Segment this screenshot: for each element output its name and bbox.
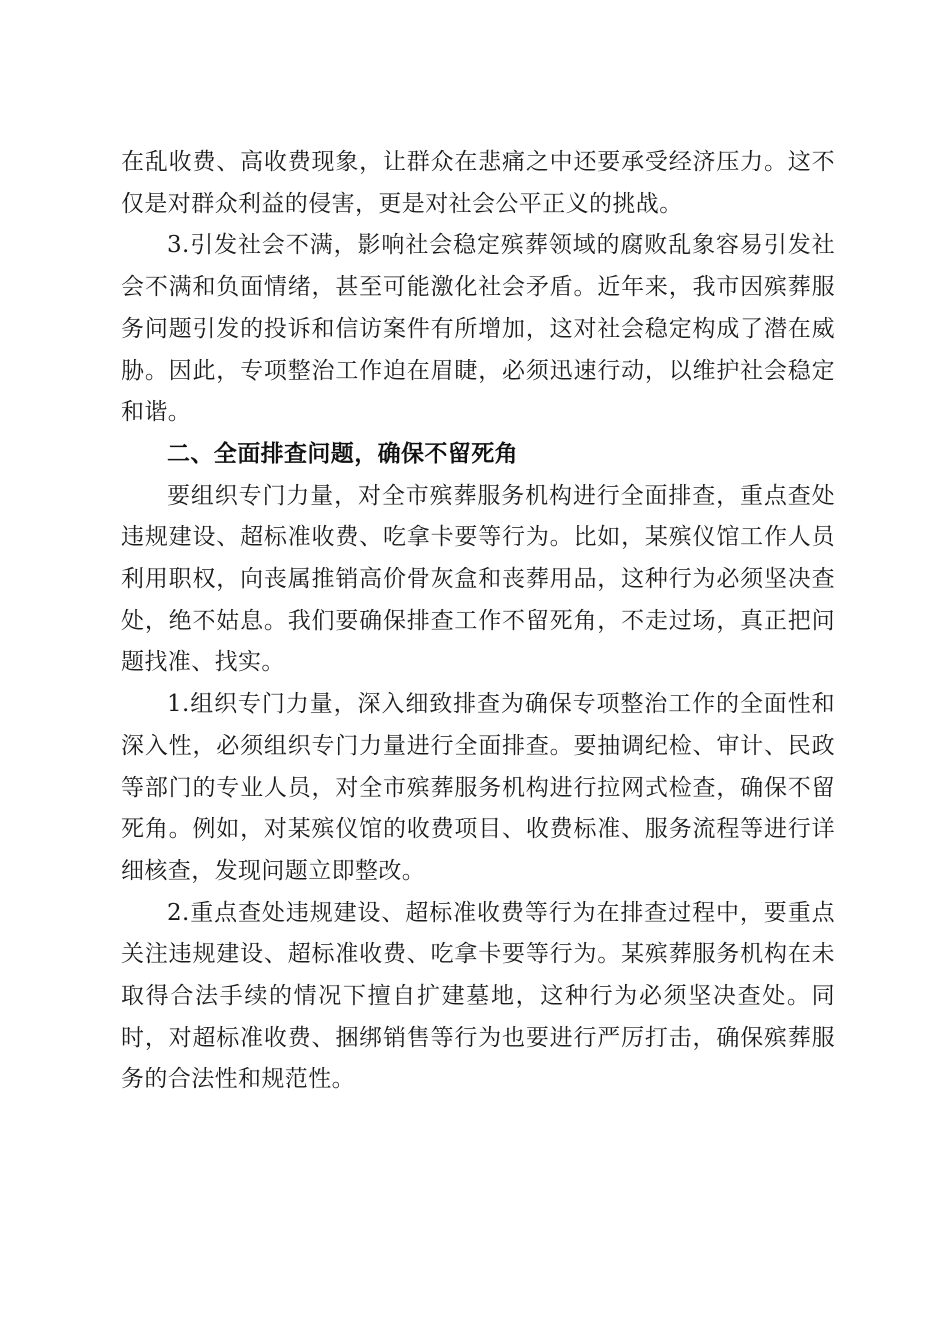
document-body xyxy=(121,142,835,1101)
paragraph-item-1: 1.组织专门力量，深入细致排查为确保专项整治工作的全面性和深入性，必须组织专门力量进行全面排查。要抽调纪检、审计、民政等部门的专业人员，对全市殡葬服务机构进行拉网式检查，确保不留死角。例如，对某殡仪馆的收费项目、收费标准、服务流程等进行详细核查，发现问题立即整改。 xyxy=(121,691,835,884)
paragraph-section-intro: 要组织专门力量，对全市殡葬服务机构进行全面排查，重点查处违规建设、超标准收费、吃拿卡要等行为。比如，某殡仪馆工作人员利用职权，向丧属推销高价骨灰盒和丧葬用品，这种行为必须坚决查处，绝不姑息。我们要确保排查工作不留死角，不走过场，真正把问题找准、找实。 xyxy=(121,482,835,676)
section-heading-2: 二、全面排查问题，确保不留死角 xyxy=(167,440,518,467)
paragraph-continuation: 在乱收费、高收费现象，让群众在悲痛之中还要承受经济压力。这不仅是对群众利益的侵害，更是对社会公平正义的挑战。 xyxy=(121,149,835,217)
paragraph-item-3: 3.引发社会不满，影响社会稳定殡葬领域的腐败乱象容易引发社会不满和负面情绪，甚至可能激化社会矛盾。近年来，我市因殡葬服务问题引发的投诉和信访案件有所增加，这对社会稳定构成了潜在威胁。因此，专项整治工作迫在眉睫，必须迅速行动，以维护社会稳定和谐。 xyxy=(121,232,835,426)
paragraph-item-2: 2.重点查处违规建设、超标准收费等行为在排查过程中，要重点关注违规建设、超标准收费、吃拿卡要等行为。某殡葬服务机构在未取得合法手续的情况下擅自扩建墓地，这种行为必须坚决查处。同时，对超标准收费、捆绑销售等行为也要进行严厉打击，确保殡葬服务的合法性和规范性。 xyxy=(121,899,835,1093)
